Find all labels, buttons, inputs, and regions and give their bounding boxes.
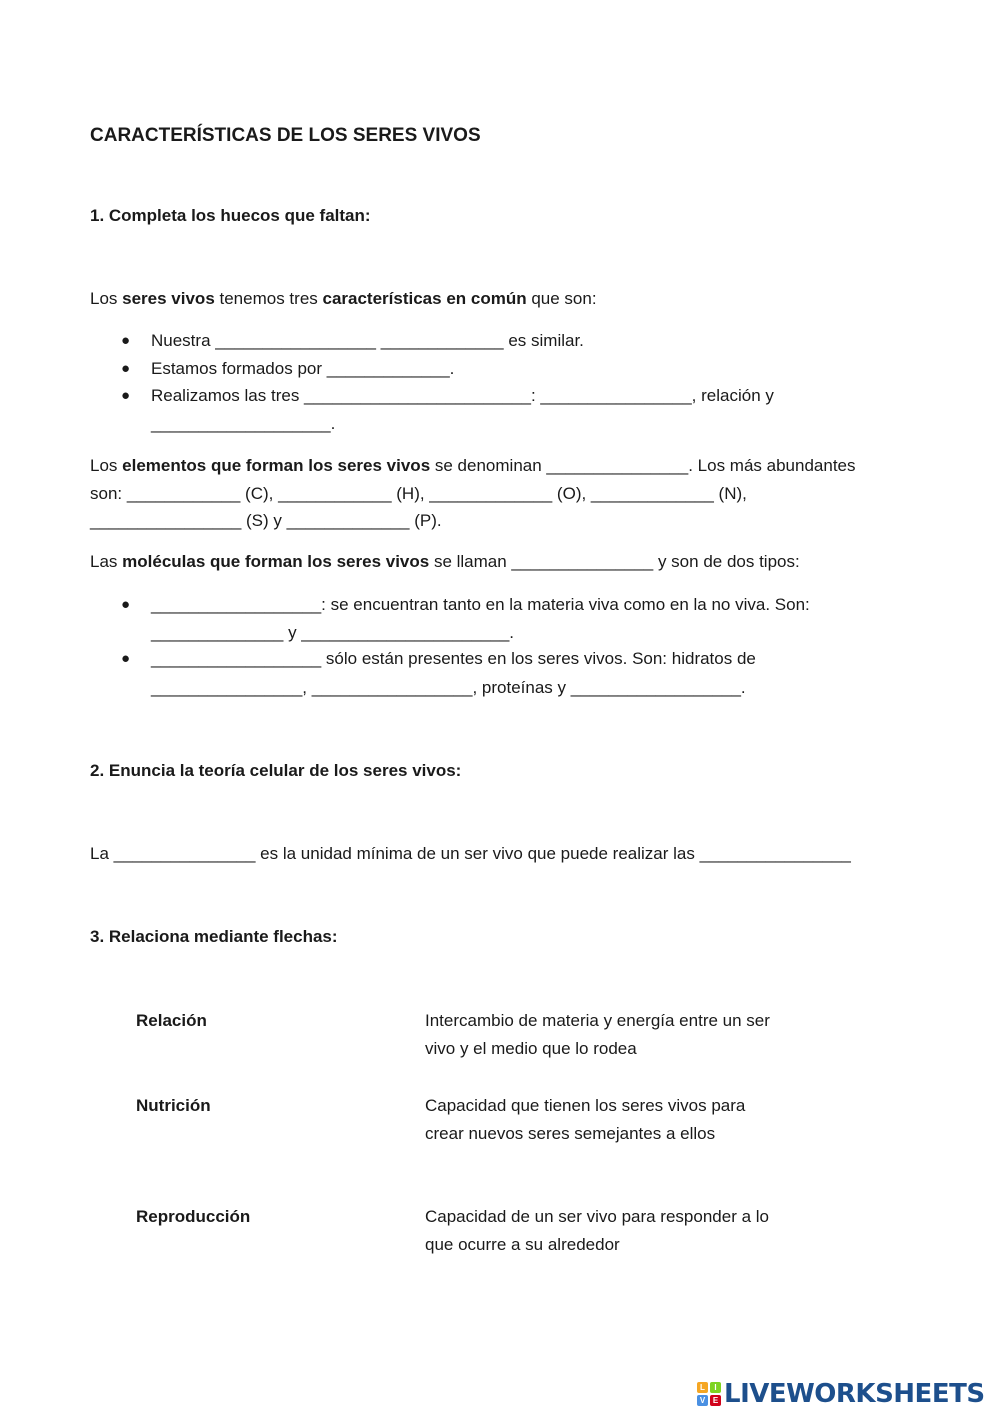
match-definition: Intercambio de materia y energía entre un ser vivo y el medio que lo rodea: [425, 1011, 770, 1058]
list-item: Nuestra _________________ _____________ es similar.: [151, 331, 584, 350]
question-2-heading: 2. Enuncia la teoría celular de los seres vivos:: [90, 761, 462, 780]
list-item: Estamos formados por _____________.: [151, 359, 455, 378]
match-definition: Capacidad que tienen los seres vivos para crear nuevos seres semejantes a ellos: [425, 1096, 746, 1143]
liveworksheets-logo: [697, 1377, 985, 1411]
bullet-icon: ●: [121, 387, 131, 404]
match-term-reproduccion: Reproducción: [136, 1207, 251, 1226]
bullet-icon: ●: [121, 650, 131, 667]
match-term-relacion: Relación: [136, 1011, 207, 1030]
paragraph-common-characteristics: Los seres vivos tenemos tres características en común que son:: [90, 289, 597, 308]
list-item-continuation: ______________ y ______________________.: [151, 623, 515, 642]
logo-blocks-icon: L I V E: [697, 1382, 721, 1406]
bullet-icon: ●: [121, 332, 131, 349]
page-title: CARACTERÍSTICAS DE LOS SERES VIVOS: [90, 125, 481, 146]
list-item-continuation: ___________________.: [151, 414, 336, 433]
paragraph-elements-line: ________________ (S) y _____________ (P).: [90, 511, 442, 530]
match-term-nutricion: Nutrición: [136, 1096, 211, 1115]
paragraph-elements: Los elementos que forman los seres vivos se denominan _______________. Los más abundantes: [90, 456, 856, 475]
list-item: __________________: se encuentran tanto en la materia viva como en la no viva. Son:: [151, 595, 810, 614]
cell-theory-text: La _______________ es la unidad mínima de un ser vivo que puede realizar las ________________: [90, 844, 851, 863]
list-item-continuation: ________________, _________________, proteínas y __________________.: [151, 678, 746, 697]
paragraph-elements-line: son: ____________ (C), ____________ (H), _____________ (O), _____________ (N),: [90, 484, 747, 503]
question-3-heading: 3. Relaciona mediante flechas:: [90, 927, 338, 946]
bullet-icon: ●: [121, 596, 131, 613]
paragraph-molecules: Las moléculas que forman los seres vivos se llaman _______________ y son de dos tipos:: [90, 552, 800, 571]
list-item: Realizamos las tres ________________________: ________________, relación y: [151, 386, 774, 405]
logo-text: LIVEWORKSHEETS: [724, 1379, 985, 1409]
match-definition: Capacidad de un ser vivo para responder a lo que ocurre a su alrededor: [425, 1207, 769, 1254]
question-1-heading: 1. Completa los huecos que faltan:: [90, 206, 371, 225]
list-item: __________________ sólo están presentes en los seres vivos. Son: hidratos de: [151, 649, 756, 668]
bullet-icon: ●: [121, 360, 131, 377]
